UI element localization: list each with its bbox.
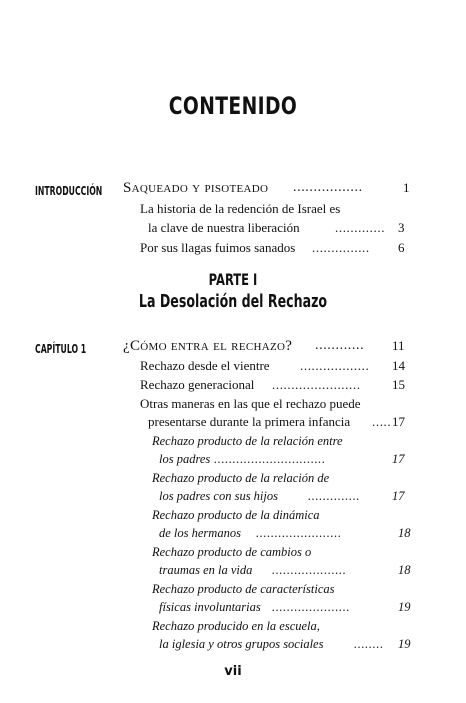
toc-subentry-cont: físicas involuntarias — [159, 600, 261, 614]
toc-page: 15 — [392, 377, 405, 392]
toc-entry-cont: presentarse durante la primera infancia — [148, 414, 351, 429]
toc-page: 17 — [392, 452, 405, 466]
leader-dots: ..................... — [272, 600, 351, 614]
part-number: PARTE I — [208, 270, 258, 289]
toc-entry: Rechazo generacional — [140, 377, 255, 392]
toc-page: 3 — [398, 220, 405, 235]
leader-dots: .................... — [272, 563, 347, 577]
leader-dots: ....................... — [272, 377, 361, 392]
toc-entry: La historia de la redención de Israel es — [140, 201, 341, 216]
page-number: vii — [224, 664, 242, 679]
toc-page: 6 — [398, 240, 405, 255]
intro-heading: Saqueado y pisoteado — [123, 180, 269, 196]
toc-subentry: Rechazo producto de la relación entre — [152, 434, 343, 448]
toc-subentry-cont: la iglesia y otros grupos sociales — [159, 637, 324, 651]
chapter-label: CAPÍTULO 1 — [35, 341, 87, 356]
chapter-heading-page: 11 — [392, 338, 405, 353]
toc-subentry: Rechazo producto de cambios o — [152, 545, 312, 559]
toc-page: 18 — [398, 526, 411, 540]
part-name: La Desolación del Rechazo — [138, 291, 328, 312]
leader-dots: ............... — [312, 240, 370, 255]
toc-subentry-cont: los padres — [159, 452, 211, 466]
intro-heading-page: 1 — [403, 180, 410, 195]
leader-dots: ..... — [372, 414, 392, 429]
leader-dots: ....................... — [256, 526, 342, 540]
leader-dots: ............ — [315, 338, 365, 353]
leader-dots: .............................. — [214, 452, 326, 466]
toc-page: 19 — [398, 637, 411, 651]
toc-entry: Rechazo desde el vientre — [140, 358, 270, 373]
leader-dots: .................. — [300, 358, 370, 373]
leader-dots: ........ — [354, 637, 384, 651]
toc-page: 14 — [392, 358, 405, 373]
toc-subentry: Rechazo producto de características — [152, 582, 335, 596]
page-title: CONTENIDO — [168, 92, 298, 120]
toc-page: 19 — [398, 600, 411, 614]
toc-entry-cont: la clave de nuestra liberación — [148, 220, 300, 235]
toc-subentry-cont: traumas en la vida — [159, 563, 253, 577]
toc-subentry: Rechazo producido en la escuela, — [152, 619, 320, 633]
toc-subentry-cont: los padres con sus hijos — [159, 489, 278, 503]
toc-subentry: Rechazo producto de la relación de — [152, 471, 330, 485]
chapter-heading: ¿Cómo entra el rechazo? — [123, 338, 293, 354]
toc-page: 17 — [392, 489, 405, 503]
toc-page: 17 — [392, 414, 405, 429]
toc-entry: Por sus llagas fuimos sanados — [140, 240, 296, 255]
leader-dots: ............. — [335, 220, 386, 235]
toc-subentry: Rechazo producto de la dinámica — [152, 508, 320, 522]
leader-dots: .............. — [308, 489, 361, 503]
toc-entry: Otras maneras en las que el rechazo puede — [140, 396, 361, 411]
toc-subentry-cont: de los hermanos — [159, 526, 241, 540]
leader-dots: ................. — [293, 180, 363, 195]
intro-label: INTRODUCCIÓN — [35, 183, 103, 198]
toc-page: 18 — [398, 563, 411, 577]
